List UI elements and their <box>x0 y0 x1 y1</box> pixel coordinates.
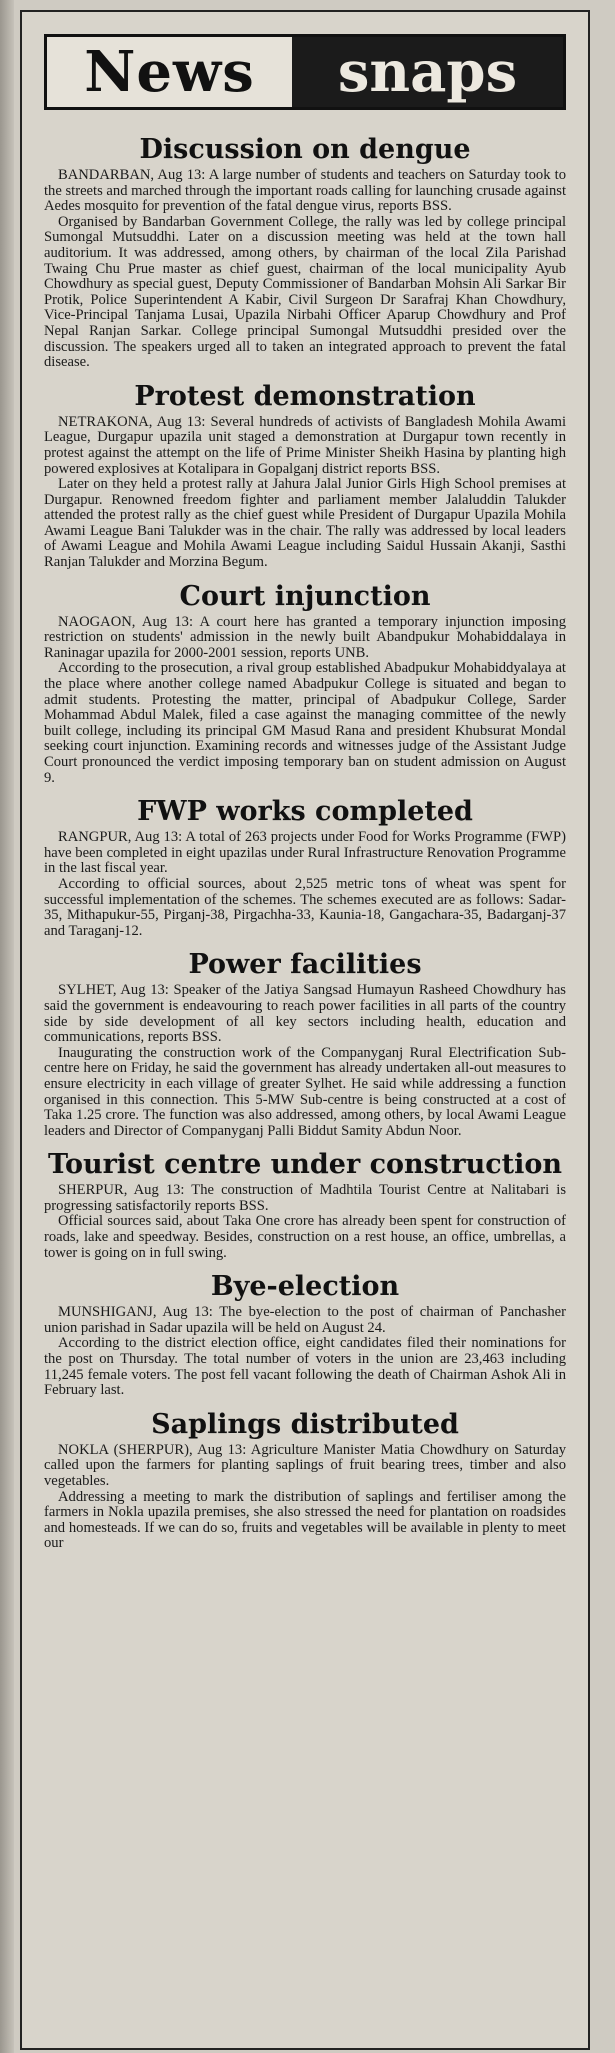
news-story <box>44 1409 566 1552</box>
story-paragraph: NETRAKONA, Aug 13: Several hundreds of activists of Bangladesh Mohila Awami League, Durgapur upazila unit staged a demonstration at Durgapur town recently in protest against the attempt on the life of Prime Minister Sheikh Hasina by planting high powered explosives at Kotalipara in Gopalganj district reports BSS. <box>44 413 566 477</box>
news-story <box>44 581 566 787</box>
masthead <box>44 34 566 110</box>
story-paragraph: Organised by Bandarban Government College, the rally was led by college principal Sumongal Mutsuddhi. Later on a discussion meeting was held at the town hall auditorium. It was addressed, among others, by chairman of the local Zila Parishad Twaing Chu Prue master as chief guest, chairman of the local municipality Ayub Chowdhury as special guest, Deputy Commissioner of Bandarban Mohsin Ali Sarkar Bir Protik, Police Superintendent A Kabir, Civil Surgeon Dr Sarafraj Khan Chowdhury, Vice-Principal Tanjama Lusai, Upazila Nirbahi Officer Aparup Chowdhury and Prof Nepal Ranjan Sarkar. College principal Sumongal Mutsuddhi presided over the discussion. The speakers urged all to taken an integrated approach to prevent the fatal disease. <box>44 213 566 371</box>
news-story <box>44 796 566 939</box>
story-paragraph: SYLHET, Aug 13: Speaker of the Jatiya Sangsad Humayun Rasheed Chowdhury has said the government is endeavouring to reach power facilities in all parts of the country side by side development of all key sectors including health, education and communications, reports BSS. <box>44 982 566 1046</box>
news-story <box>44 381 566 571</box>
news-story <box>44 134 566 371</box>
masthead-news: News <box>47 37 292 107</box>
story-paragraph: SHERPUR, Aug 13: The construction of Madhtila Tourist Centre at Nalitabari is progressing satisfactorily reports BSS. <box>44 1182 566 1214</box>
story-paragraph: BANDARBAN, Aug 13: A large number of students and teachers on Saturday took to the streets and marched through the important roads calling for launching crusade against Aedes mosquito for prevention of the fatal dengue virus, reports BSS. <box>44 167 566 215</box>
story-headline: Discussion on dengue <box>139 134 471 165</box>
news-snaps-column <box>20 10 590 2050</box>
masthead-snaps: snaps <box>292 37 563 107</box>
story-paragraph: MUNSHIGANJ, Aug 13: The bye-election to the post of chairman of Panchasher union parishad in Sadar upazila will be held on August 24. <box>44 1304 566 1336</box>
story-paragraph: NOKLA (SHERPUR), Aug 13: Agriculture Manister Matia Chowdhury on Saturday called upon the farmers for planting saplings of fruit bearing trees, timber and also vegetables. <box>44 1441 566 1489</box>
story-headline: Court injunction <box>179 580 431 612</box>
story-paragraph: Later on they held a protest rally at Jahura Jalal Junior Girls High School premises at Durgapur. Renowned freedom fighter and parliament member Jalaluddin Talukder attended the protest rally as the chief guest while President of Durgapur Upazila Mohila Awami League Bani Talukder was in the chair. The rally was addressed by local leaders of Awami League and Mohila Awami League including Saidul Hussain Akanji, Sasthi Ranjan Talukder and Morzina Begum. <box>44 476 566 571</box>
stories-list <box>44 134 566 1552</box>
news-story <box>44 1149 566 1261</box>
news-story <box>44 1271 566 1399</box>
story-paragraph: NAOGAON, Aug 13: A court here has granted a temporary injunction imposing restriction on students' admission in the newly built Abandpukur Mohabiddalaya in Raninagar upazila for 2000-2001 session, reports UNB. <box>44 613 566 661</box>
story-headline: Power facilities <box>188 949 422 981</box>
story-headline: FWP works completed <box>137 796 473 828</box>
story-paragraph: According to the district election office, eight candidates filed their nominations for the post on Thursday. The total number of voters in the union are 23,463 including 11,245 female voters. The post fell vacant following the death of Chairman Ashok Ali in February last. <box>44 1335 566 1399</box>
page-edge <box>0 0 14 2053</box>
story-headline: Saplings distributed <box>151 1408 459 1440</box>
story-paragraph: Addressing a meeting to mark the distribution of saplings and fertiliser among the farmers in Nokla upazila premises, she also stressed the need for plantation on roadsides and homesteads. If we can do so, fruits and vegetables will be available in plenty to meet our <box>44 1488 566 1552</box>
story-paragraph: Inaugurating the construction work of the Companyganj Rural Electrification Sub-centre here on Friday, he said the government has already undertaken all-out measures to ensure electricity in each village of greater Sylhet. He said while addressing a function organised in this connection. This 5-MW Sub-centre is being constructed at a cost of Taka 1.25 crore. The function was also addressed, among others, by local Awami League leaders and Director of Companyganj Palli Biddut Samity Abdun Noor. <box>44 1044 566 1139</box>
story-paragraph: According to official sources, about 2,525 metric tons of wheat was spent for successful implementation of the schemes. The schemes executed are as follows: Sadar-35, Mithapukur-55, Pirganj-38, Pirgachha-33, Kaunia-18, Gangachara-35, Badarganj-37 and Taraganj-12. <box>44 875 566 939</box>
story-paragraph: According to the prosecution, a rival group established Abadpukur Mohabiddyalaya at the place where another college named Abadpukur College is situated and began to admit students. Protesting the matter, principal of Abadpukur College, Sarder Mohammad Abdul Malek, filed a case against the managing committee of the newly built college, including its principal GM Masud Rana and president Khubsurat Mondal seeking court injunction. Examining records and witnesses judge of the Assistant Judge Court pronounced the verdict imposing temporary ban on student admission on August 9. <box>44 660 566 786</box>
story-headline: Bye-election <box>210 1271 400 1303</box>
story-paragraph: Official sources said, about Taka One crore has already been spent for construction of roads, lake and speedway. Besides, construction on a rest house, an office, umbrellas, a tower is going on in full swing. <box>44 1213 566 1261</box>
story-paragraph: RANGPUR, Aug 13: A total of 263 projects under Food for Works Programme (FWP) have been completed in eight upazilas under Rural Infrastructure Renovation Programme in the last fiscal year. <box>44 829 566 877</box>
news-story <box>44 949 566 1139</box>
story-headline: Tourist centre under construction <box>47 1149 563 1181</box>
story-headline: Protest demonstration <box>134 380 476 412</box>
